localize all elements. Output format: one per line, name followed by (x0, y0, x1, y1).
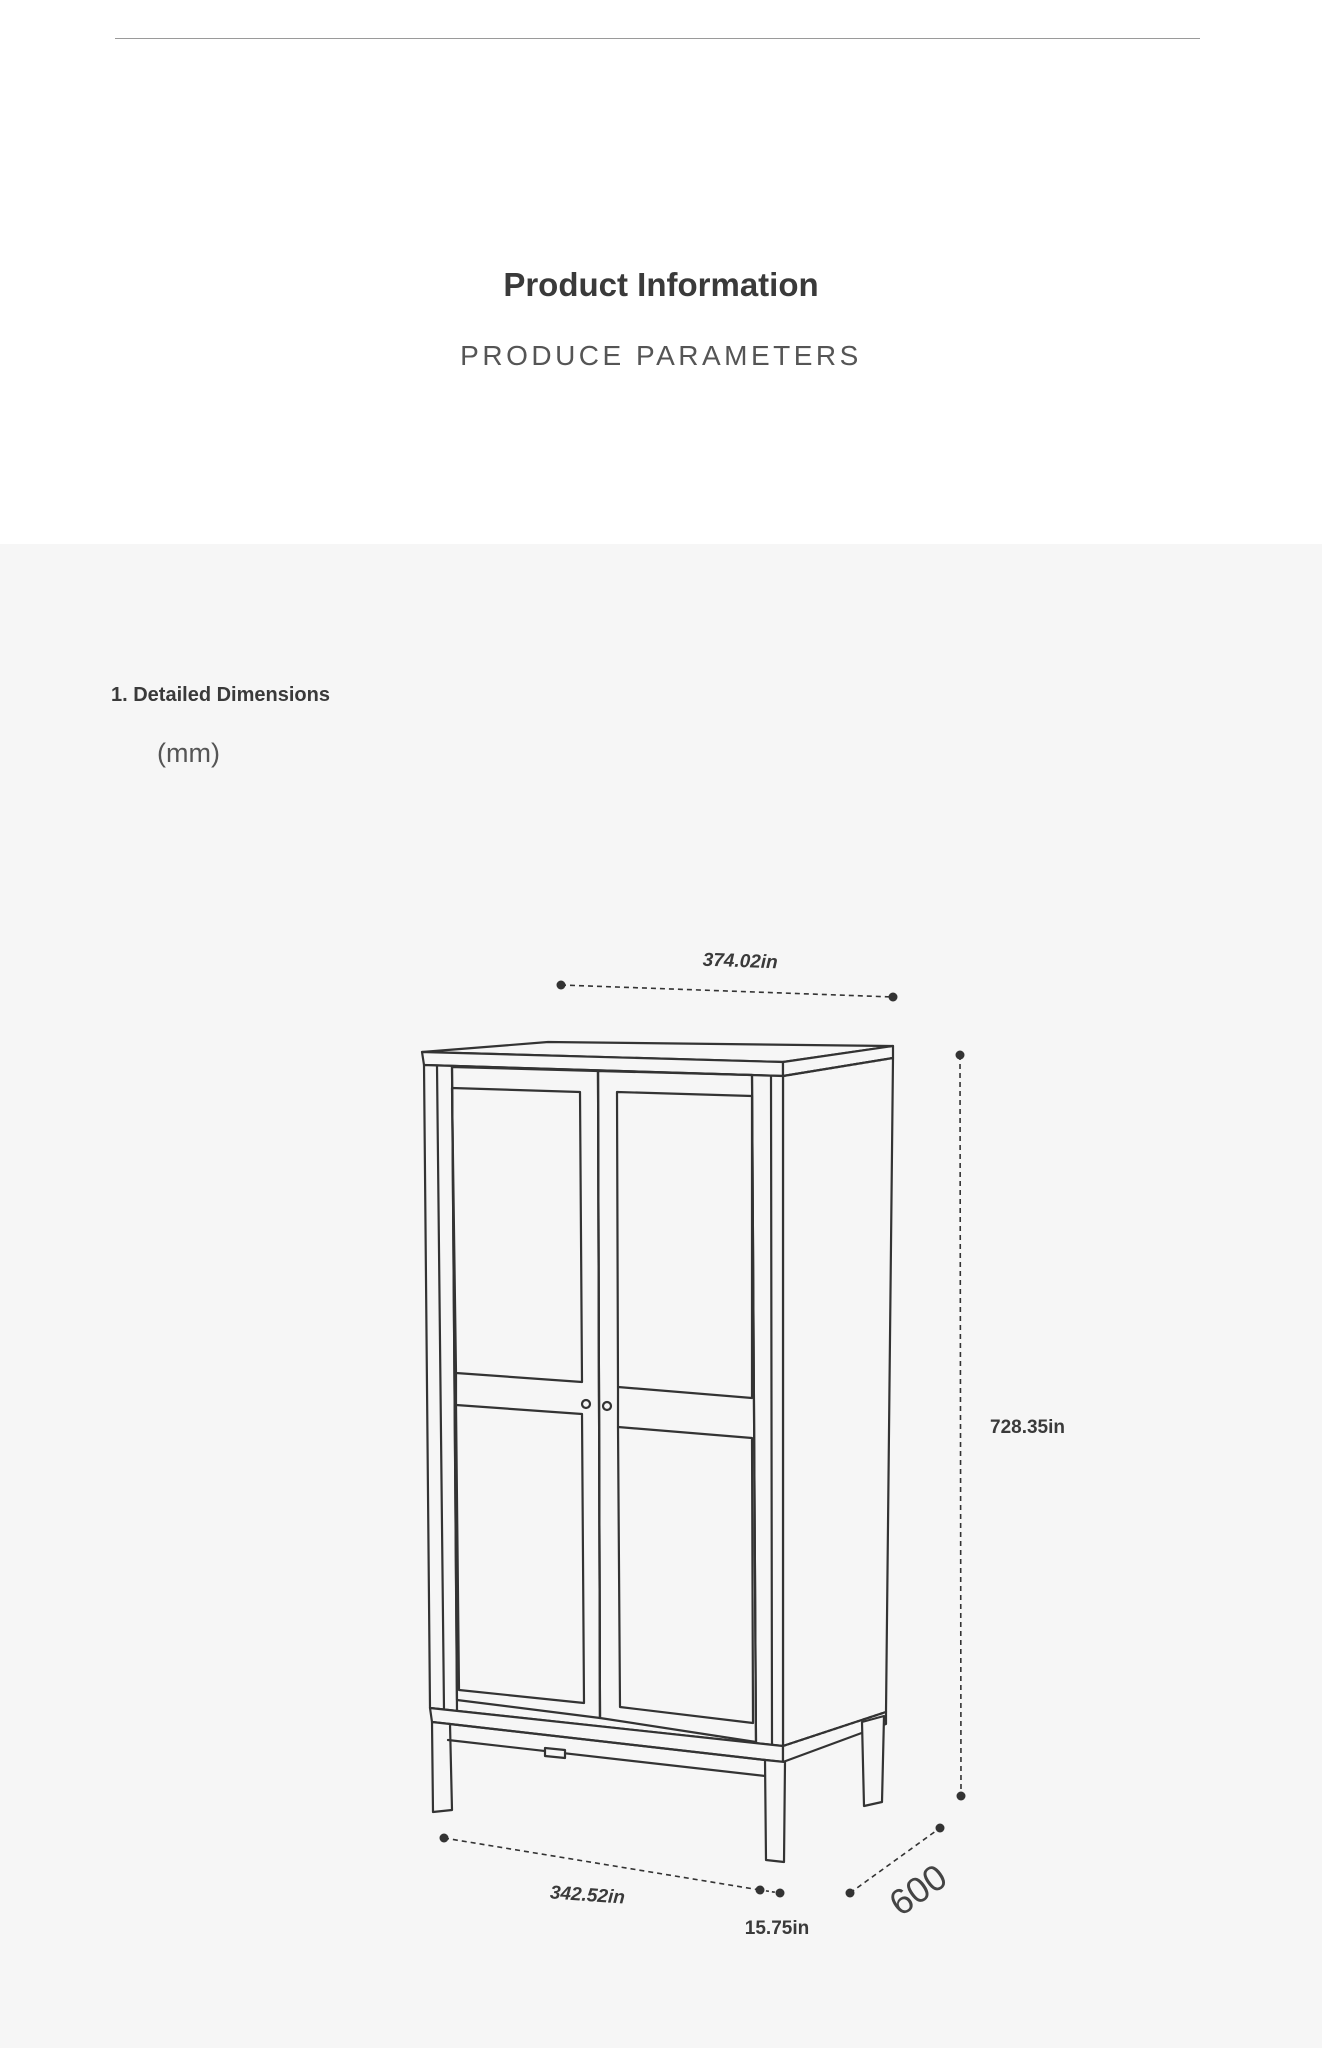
top-width-line (561, 985, 893, 997)
depth-start-dot (846, 1889, 855, 1898)
page-title: Product Information (503, 266, 819, 303)
height-top-dot (956, 1051, 965, 1060)
top-width-start-dot (557, 981, 566, 990)
depth-end-dot (936, 1824, 945, 1833)
depth-label: 600 (881, 1855, 955, 1924)
height-bottom-dot (957, 1792, 966, 1801)
page-subtitle: PRODUCE PARAMETERS (460, 340, 862, 371)
bottom-width-line (444, 1838, 760, 1890)
bottom-width-label: 342.52in (549, 1882, 626, 1909)
top-width-end-dot (889, 993, 898, 1002)
height-label: 728.35in (990, 1417, 1065, 1438)
cabinet-illustration (422, 1042, 893, 1862)
section-heading: 1. Detailed Dimensions (111, 684, 330, 706)
leg-offset-dot (776, 1889, 785, 1898)
unit-label: (mm) (157, 738, 220, 768)
height-line (960, 1055, 961, 1796)
top-width-label: 374.02in (702, 949, 779, 974)
leg-offset-label: 15.75in (744, 1918, 810, 1939)
bottom-width-start-dot (440, 1834, 449, 1843)
bottom-width-end-dot (756, 1886, 765, 1895)
